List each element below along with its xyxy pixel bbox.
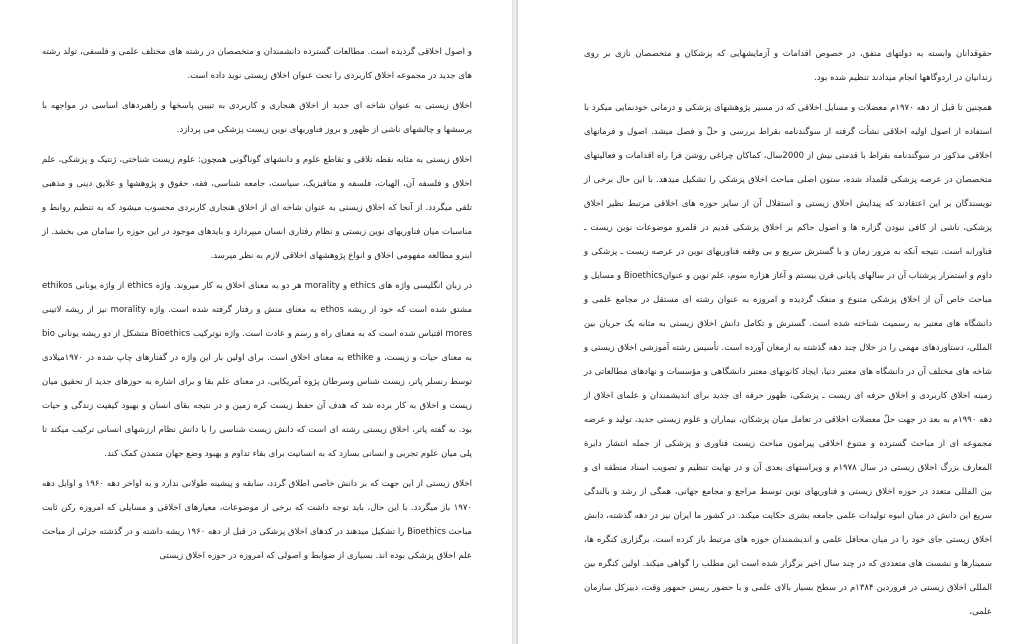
paragraph: همچنین تا قبل از دهه ۱۹۷۰م معضلات و مسایل اخلاقی که در مسیر پژوهشهای پزشکی و درمانی خودنمایی میکرد با استفاده از اصول اولیه اخلاقی نشأت گرفته از سوگندنامه بقراط بررسی و حلّ و فصل میشد. اصول و فرمانهای اخلاقی مذکور در سوگندنامه بقراط با قدمتی بیش از 2000سال، کماکان چراغی روشن فرا راه اقدامات و فعالیتهای متخصصان در عرصه پزشکی قلمداد شده، ستون اصلی مباحث اخلاق پزشکی را تشکیل میدهد. با این حال برخی از نویسندگان بر این اعتقادند که پیدایش اخلاق زیستی و استقلال آن از سایر حوزه های اخلاقی مرتبط نظیر اخلاق پزشکی، ناشی از کافی نبودن گزاره ها و اصول حاکم بر اخلاق پزشکی قدیم در قلمرو موضوعات نوین زیست ـ فناورانه است. نتیجه آنکه به مرور زمان و با گسترش سریع و بی وقفه فناوریهای نوین در عرصه زیست ـ پزشکی و داوم و استمرار پرشتاب آن در سالهای پایانی قرن بیستم و آغاز هزاره سوم، علم نوین و عنوانBioethics و مسایل و مباحث خاص آن از اخلاق پزشکی متنوع و منفک گردیده و امروزه به عنوان رشته ای مستقل در مجامع علمی و دانشگاه های معتبر به رسمیت شناخته شده است. گسترش و تکامل دانش اخلاق زیستی به مثابه یک جریان بین المللی، دستاوردهای مهمی را در خلال چند دهه گذشته به ارمغان آورده است. تأسیس رشته آموزشی اخلاق زیستی و شاخه های مختلف آن در دانشگاه های معتبر دنیا، ایجاد کانونهای معتبر دانشگاهی و مؤسسات و نهادهای مطالعاتی در زمینه اخلاق کاربردی و اخلاق حرفه ای زیست ـ پزشکی، ظهور حرفه ای جدید برای اندیشمندان و علمای اخلاق از دهه ۱۹۹۰م به بعد در جهت حلّ معضلات اخلاقی در تعامل میان پزشکان، بیماران و علوم زیستی جدید، تولید و عرضه مجموعه ای از مباحث گسترده و متنوع اخلاقی پیرامون مباحث زیست فناوری و پزشکی از جمله انتشار دایرة المعارف بزرگ اخلاق زیستی در سال ۱۹۷۸م و ویراستهای بعدی آن و در نهایت تنظیم و تصویب اسناد منطقه ای و بین المللی متعدد در حوزه اخلاق زیستی و فناوریهای نوین توسط مراجع و مجامع جهانی، همگی از رشد و بالندگی سریع این دانش در میان انبوه تولیدات علمی جامعه بشری حکایت میکند. در کشور ما ایران نیز در دهه گذشته، دانش اخلاق زیستی جای خود را در میان محافل علمی و اندیشمندان حوزه های مرتبط باز کرده است. برگزاری کنگره ها، سمینارها و نشست های متعددی که در چند سال اخیر برگزار شده است این مطلب را گواهی میکند. اولین کنگره بین المللی اخلاق زیستی در فروردین ۱۳۸۴م در سطح بسیار بالای علمی و با حضور رییس جمهور وقت، دبیرکل سازمان علمی،	[584, 103, 993, 617]
paragraph: و اصول اخلاقی گردیده است. مطالعات گسترده دانشمندان و متخصصان در رشته های مختلف علمی و فلسفی، تولد رشته های جدید در مجموعه اخلاق کاربردی را تحت عنوان اخلاق زیستی نوید داده است.	[42, 47, 472, 81]
paragraph: حقوقدانان وابسته به دولتهای متفق، در خصوص اقدامات و آزمایشهایی که پزشکان و متخصصان نازی بر روی زندانیان در اردوگاهها انجام میدادند تنظیم شده بود.	[584, 49, 992, 83]
document-page-right	[518, 0, 1024, 644]
text-column	[584, 42, 992, 630]
paragraph: اخلاق زیستی به مثابه نقطه تلاقی و تقاطع علوم و دانشهای گوناگونی همچون: علوم زیست شناختی، ژنتیک و پزشکی، علم اخلاق و فلسفه آن، الهیات، فلسفه و متافیزیک، سیاست، جامعه شناسی، فقه، حقوق و پژوهشها و علایق دینی و مذهبی تلقی میگردد. از آنجا که اخلاق زیستی به عنوان شاخه ای از اخلاق هنجاری کاربردی محسوب میشود که به تنظیم روابط و مناسبات میان فناوریهای نوین زیستی و نظام رفتاری انسان میپردازد و بایدهای موجود در این حوزه را سامان می بخشد. از اینرو مطالعه مفهومی اخلاق و انواع پژوهشهای اخلاقی لازم به نظر میرسد.	[42, 155, 472, 261]
text-column	[42, 40, 472, 574]
paragraph: اخلاق زیستی به عنوان شاخه ای جدید از اخلاق هنجاری و کاربردی به تبیین پاسخها و راهبردهای اساسی در مواجهه با پرسشها و چالشهای ناشی از ظهور و بروز فناوریهای نوین زیست پزشکی می پردازد.	[42, 101, 472, 135]
paragraph: اخلاق زیستی از این جهت که بر دانش خاصی اطلاق گردد، سابقه و پیشینه طولانی ندارد و به اواخر دهه ۱۹۶۰ و اوایل دهه ۱۹۷۰ باز میگردد. با این حال، باید توجه داشت که برخی از موضوعات، معیارهای اخلاقی و مسایلی که امروزه رکن ثابت مباحث Bioethics را تشکیل میدهند در کدهای اخلاق پزشکی در قبل از دهه ۱۹۶۰ ریشه داشته و در گذشته جزئی از مباحث علم اخلاق پزشکی بوده اند. بسیاری از ضوابط و اصولی که امروزه در حوزه اخلاق زیستی	[42, 479, 472, 561]
paragraph: در زبان انگلیسی واژه های ethics و morality هر دو به معنای اخلاق به کار میروند. واژه ethics از واژه یونانی ethikos مشتق شده است که خود از ریشه ethos به معنای منش و رفتار گرفته شده است. واژه morality نیز از ریشه لاتینی mores اقتباس شده است که به معنای راه و رسم و عادت است. واژه نوترکیب Bioethics متشکل از دو ریشه یونانی bio به معنای حیات و زیست، و ethike به معنای اخلاق است. برای اولین بار این واژه در گفتارهای چاپ شده در ۱۹۷۰میلادی توسط رنسلر پاتر، زیست شناس وسرطان پژوه آمریکایی، در معنای علم بقا و برای اشاره به حوزهای جدید از تحقیق میان زیست و اخلاق به کار برده شد که هدف آن حفظ زیست کره زمین و در نتیجه بقای انسان و بهبود کیفیت زندگی و حیات بود. به گفته پاتر، اخلاق زیستی رشته ای است که دانش زیست شناسی را با دانش نظام ارزشهای انسانی ترکیب میکند تا پلی میان علوم تجربی و انسانی بسازد که به انسانیت برای بقاء تداوم و بهبود وضع جهان متمدن کمک کند.	[42, 281, 473, 459]
